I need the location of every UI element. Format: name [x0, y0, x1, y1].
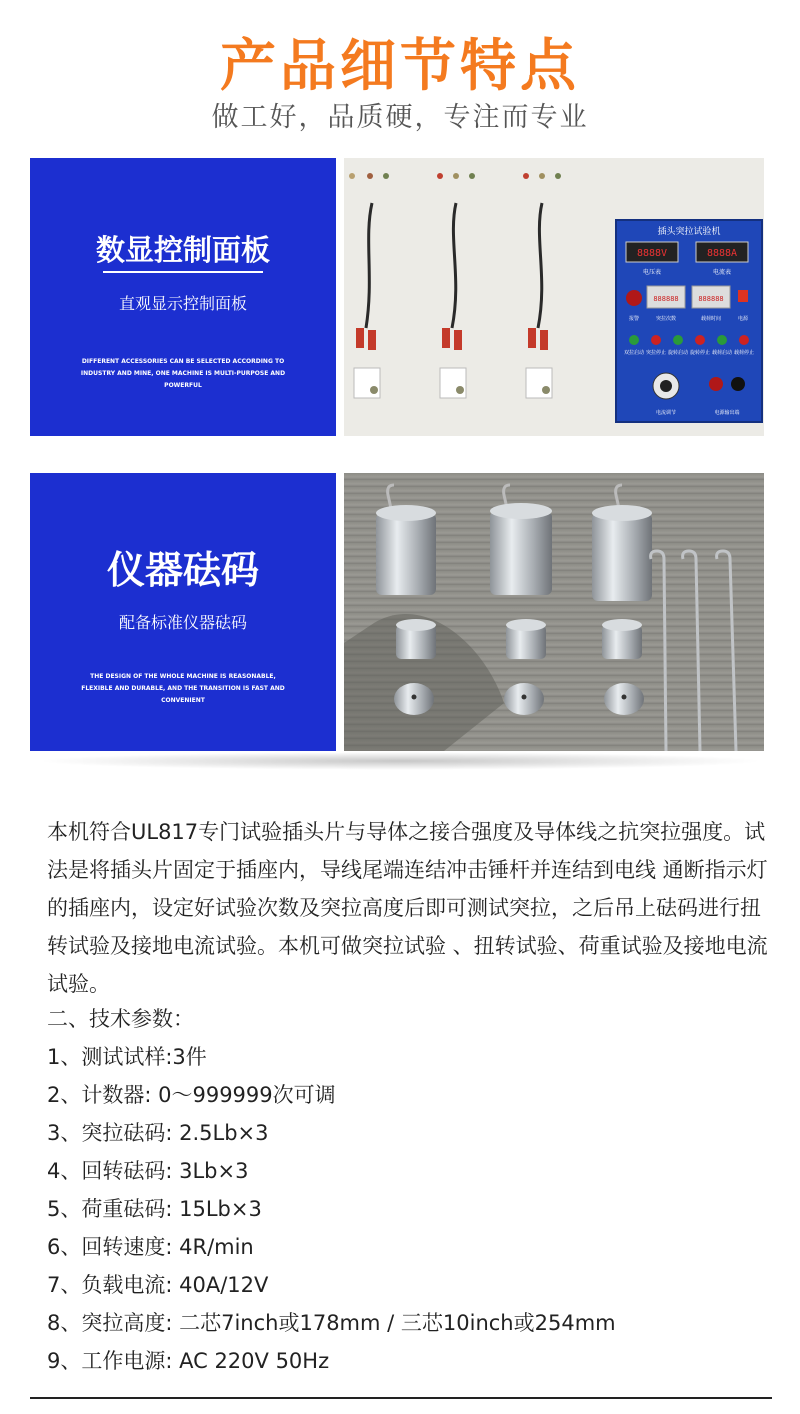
button-label: 旋转停止 — [689, 350, 711, 356]
feature-subtitle: 配备标准仪器砝码 — [118, 613, 247, 632]
spec-item: 1、测试试样:3件 — [47, 1045, 207, 1069]
button-label: 旋转启动 — [667, 350, 689, 356]
spec-item: 4、回转砝码: 3Lb×3 — [47, 1159, 249, 1183]
spec-item: 5、荷重砝码: 15Lb×3 — [47, 1197, 262, 1221]
control-panel-illustration — [344, 158, 764, 436]
ammeter-display: 8888A — [706, 248, 738, 259]
output-terminal-icon — [709, 377, 723, 391]
page-title: 产品细节特点 — [220, 34, 580, 99]
panel-label: 报警 — [628, 316, 640, 322]
spec-item: 8、突拉高度: 二芯7inch或178mm / 三芯10inch或254mm — [47, 1311, 616, 1335]
feature-caption-panel — [30, 158, 336, 436]
divider — [103, 271, 263, 273]
spec-heading: 二、技术参数： — [47, 1007, 194, 1031]
timer-display: 888888 — [698, 295, 724, 303]
feature-title: 仪器砝码 — [106, 548, 259, 592]
hook-rod-icon — [651, 551, 736, 751]
weights-photo — [344, 473, 764, 751]
button-label: 载荷停止 — [733, 350, 755, 356]
bottom-divider — [30, 1397, 772, 1399]
button-label: 双拉启动 — [623, 350, 645, 356]
button-label: 突拉停止 — [645, 350, 667, 356]
ammeter-label: 电流表 — [712, 269, 732, 276]
feature-description: THE DESIGN OF THE WHOLE MACHINE IS REASONABLE, FLEXIBLE AND DURABLE, AND THE TRANSITION IS FAST AND CONVENIENT — [81, 673, 285, 704]
feature-card-control-panel — [30, 158, 764, 436]
page-subtitle: 做工好，品质硬，专注而专业 — [211, 102, 589, 133]
spec-item: 9、工作电源: AC 220V 50Hz — [47, 1349, 330, 1373]
panel-label: 载荷时间 — [700, 316, 722, 322]
card-shadow — [36, 752, 764, 770]
alarm-light-icon — [626, 290, 642, 306]
power-switch-icon — [738, 290, 748, 302]
panel-label: 突拉次数 — [655, 316, 677, 322]
large-weight-icon — [376, 485, 652, 601]
button-label: 载荷启动 — [711, 350, 733, 356]
knob-label: 电流调节 — [655, 410, 677, 416]
control-panel-photo — [344, 158, 764, 436]
spec-list — [47, 1038, 616, 1380]
spec-item: 7、负载电流: 40A/12V — [47, 1273, 269, 1297]
product-description: 本机符合UL817专门试验插头片与导体之接合强度及导体线之抗突拉强度。试法是将插头片固定于插座内，导线尾端连结冲击锤杆并连结到电线 通断指示灯的插座内，设定好试验次数及突拉高度后即可测试突拉，之后吊上砝码进行扭转试验及接地电流试验。本机可做突拉试验 、扭转试验、荷重试验及接地电流试验。 — [47, 820, 768, 996]
feature-title: 数显控制面板 — [95, 233, 270, 267]
feature-subtitle: 直观显示控制面板 — [118, 294, 247, 313]
voltmeter-label: 电压表 — [642, 269, 662, 276]
feature-card-weights — [30, 473, 764, 751]
spec-item: 6、回转速度: 4R/min — [47, 1235, 254, 1259]
spec-item: 2、计数器: 0～999999次可调 — [47, 1083, 336, 1107]
panel-label: 电源 — [737, 316, 749, 322]
medium-weight-icon — [396, 619, 642, 659]
feature-description: DIFFERENT ACCESSORIES CAN BE SELECTED ACCORDING TO INDUSTRY AND MINE, ONE MACHINE IS MULTI-PURPOSE AND POWERFUL — [80, 358, 286, 389]
counter-display: 888888 — [653, 295, 679, 303]
weights-illustration — [344, 473, 764, 751]
spec-item: 3、突拉砝码: 2.5Lb×3 — [47, 1121, 269, 1145]
output-label: 电源输出端 — [714, 410, 740, 416]
machine-name-label: 插头突拉试验机 — [657, 227, 721, 237]
voltmeter-display: 8888V — [636, 248, 668, 259]
output-terminal-icon — [731, 377, 745, 391]
feature-caption-panel — [30, 473, 336, 751]
